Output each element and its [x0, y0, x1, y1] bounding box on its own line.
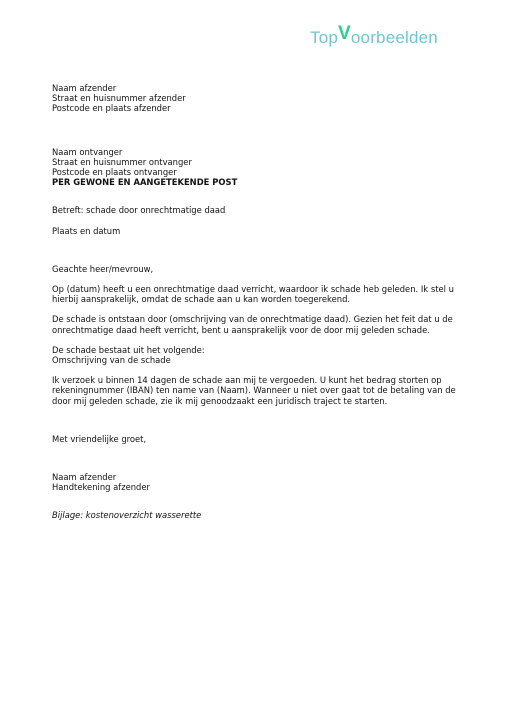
- paragraph-1: Op (datum) heeft u een onrechtmatige daad verricht, waardoor ik schade heb geleden. Ik stel u hierbij aansprakelijk, omdat de schade aan u kan worden toegerekend.: [52, 284, 454, 305]
- closing: Met vriendelijke groet,: [52, 433, 147, 444]
- spacer: [52, 492, 462, 510]
- signature-block: [52, 472, 462, 492]
- spacer: [52, 335, 462, 345]
- spacer: [52, 304, 462, 314]
- place-date: Plaats en datum: [52, 225, 121, 236]
- recipient-block: [52, 147, 462, 188]
- paragraph-4: Ik verzoek u binnen 14 dagen de schade aan mij te vergoeden. U kunt het bedrag storten op rekeningnummer (IBAN) ten name van (Naam). Wanneer u niet over gaat tot de betaling van de door mij geleden schade, zie ik mij genoodzaakt een juridisch traject te starten.: [52, 375, 456, 406]
- spacer: [52, 444, 462, 472]
- recipient-name: Naam ontvanger: [52, 146, 123, 157]
- salutation: Geachte heer/mevrouw,: [52, 263, 154, 274]
- subject-line: Betreft: schade door onrechtmatige daad: [52, 205, 226, 216]
- sender-city: Postcode en plaats afzender: [52, 103, 171, 114]
- attachment-note: Bijlage: kostenoverzicht wasserette: [52, 510, 202, 521]
- paragraph-3-intro: De schade bestaat uit het volgende:: [52, 344, 205, 355]
- spacer: [52, 216, 462, 226]
- delivery-method: PER GEWONE EN AANGETEKENDE POST: [52, 177, 238, 188]
- signature-sign: Handtekening afzender: [52, 482, 150, 493]
- sender-block: [52, 83, 462, 114]
- logo-text-top: Top: [310, 28, 339, 47]
- logo-checkmark-v: V: [338, 23, 351, 44]
- paragraph-2: De schade is ontstaan door (omschrijving van de onrechtmatige daad). Gezien het feit dat u de onrechtmatige daad heeft verricht, bent u aansprakelijk voor de door mij geleden schade.: [52, 314, 453, 335]
- topvoorbeelden-logo: [310, 24, 438, 48]
- signature-name: Naam afzender: [52, 472, 117, 483]
- logo-text-voorbeelden: oorbeelden: [350, 28, 438, 47]
- spacer: [52, 406, 462, 434]
- sender-street: Straat en huisnummer afzender: [52, 93, 186, 104]
- spacer: [52, 365, 462, 375]
- sender-name: Naam afzender: [52, 83, 117, 93]
- spacer: [52, 114, 462, 142]
- spacer: [52, 187, 462, 205]
- paragraph-3-damage: Omschrijving van de schade: [52, 355, 171, 366]
- spacer: [52, 274, 462, 284]
- spacer: [52, 236, 462, 264]
- letter-body: [52, 83, 462, 521]
- recipient-street: Straat en huisnummer ontvanger: [52, 156, 192, 167]
- recipient-city: Postcode en plaats ontvanger: [52, 167, 177, 178]
